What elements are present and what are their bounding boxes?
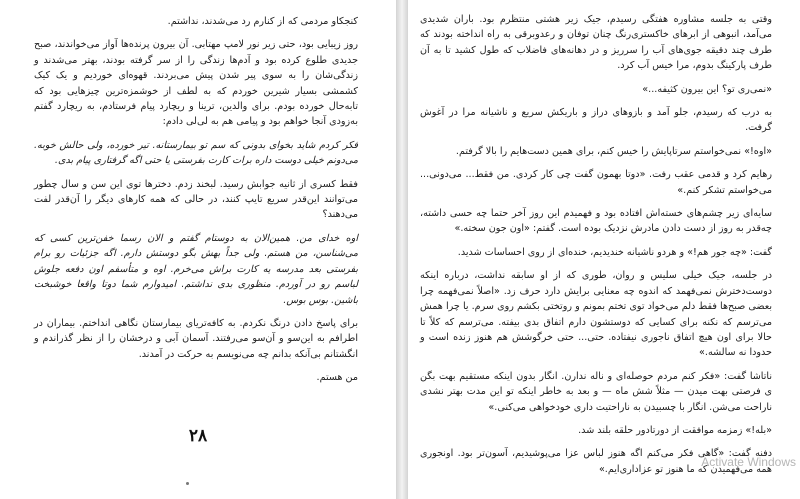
right-paragraph-3: به درب که رسیدم، جلو آمد و بازوهای دراز و باریکش سریع و ناشیانه مرا در آغوش گرفت. <box>420 107 772 134</box>
right-page-text <box>420 12 772 485</box>
right-paragraph-5: رهایم کرد و قدمی عقب رفت. «دوتا بهمون گفت چی کار کردی. من فقط... می‌دونی... می‌خواستم تشکر کنم.» <box>420 169 772 196</box>
right-paragraph-8: در جلسه، جیک خیلی سلیس و روان، طوری که از او سابقه نداشت، درباره اینکه دوست‌دخترش نمی‌فهمد که اندوه چه معنایی برایش دارد حرف زد. «اصلاً نمی‌فهمه چرا بعضی صبح‌ها فقط دلم می‌خواد توی تختم بمونم و روتختی بکشم روی سرم. یا چرا همش می‌ترسم که نکنه برای کسایی که دوستشون دارم اتفاق بدی بیفته. می‌ترسم که کلاً تا حالا برای اون هیچ اتفاق ناجوری نیفتاده. حتی... حتی خرگوشش هم هنوز زنده است و حدودا نه سالشه.» <box>420 270 772 359</box>
left-page-text <box>34 14 358 394</box>
right-paragraph-6: سایه‌ای زیر چشم‌های خسته‌اش افتاده بود و فهمیدم این روز آخر حتما چه حسی داشته، چه‌قدر به روز از دست دادن مادرش نزدیک بوده است. گفتم: «اون جون سخته.» <box>420 208 772 235</box>
right-paragraph-7: گفت: «چه جور هم!» و هردو ناشیانه خندیدیم، خنده‌ای از روی احساسات شدید. <box>457 246 772 258</box>
left-paragraph-3-italic: فکر کردم شاید بخوای بدونی که سم تو بیمارستانه. تیر خورده، ولی حالش خوبه. می‌دونم خیلی دوست داره برات کارت بفرستی یا حتی اگه گرفتاری پیام بدی. <box>34 139 358 167</box>
right-paragraph-11: دفنه گفت: «گاهی فکر می‌کنم اگه هنوز لباس عزا می‌پوشیدیم، آسون‌تر بود. اونجوری همه می‌فهمیدن که ما هنوز تو عزاداری‌ایم.» <box>420 448 772 475</box>
page-mark-dot <box>186 482 189 485</box>
book-spine <box>396 0 408 499</box>
left-paragraph-6: برای پاسخ دادن درنگ نکردم. به کافه‌تریای بیمارستان نگاهی انداختم. بیماران در اطرافم به این‌سو و آن‌سو می‌رفتند. آسمان آبی و درخشان را از نظر گذراندم و انگشتانم بی‌آنکه بدانم چه می‌نویسم به حرکت در آمدند. <box>34 317 358 360</box>
right-paragraph-4: «اوه!» نمی‌خواستم سرتاپایش را خیس کنم، برای همین دست‌هایم را بالا گرفتم. <box>455 145 772 157</box>
activate-windows-watermark: Activate Windows <box>701 455 796 469</box>
left-page <box>0 0 396 499</box>
left-paragraph-1: کنجکاو مردمی که از کنارم رد می‌شدند، نداشتم. <box>167 16 358 27</box>
left-paragraph-7: من هستم. <box>316 372 358 384</box>
left-paragraph-5-italic: اوه خدای من. همین‌الان به دوستام گفتم و الان رسما خفن‌ترین کسی که می‌شناسن، من هستم. ولی جداً بهش بگو دوستش دارم. اگه جزئیات رو برام بفرستی بعد مدرسه یه کارت براش می‌خرم. اوه و متأسفم اون دفعه جلوش لباسم رو در آوردم. منظوری بدی نداشتم. امیدوارم شما دوتا واقعا خوشبخت باشین. بوس بوس. <box>34 232 358 306</box>
right-paragraph-10: «بله!» زمزمه موافقت از دورتادور حلقه بلند شد. <box>578 424 772 436</box>
right-paragraph-2: «نمی‌ری تو؟ این بیرون کثیفه...» <box>642 83 772 95</box>
right-paragraph-1: وقتی به جلسه مشاوره هفتگی رسیدم، جیک زیر هشتی منتظرم بود. باران شدیدی می‌آمد، انبوهی از ابرهای خاکستری‌رنگ چنان توفان و رعدوبرقی به راه انداخته بودند که طرف چند دقیقه جوی‌های آب را سرریز و در دهانه‌های فاضلاب که طول کشید تا به آن طرف پارکینگ بدوم، مرا خیس آب کرد. <box>420 14 772 72</box>
right-paragraph-9: ناتاشا گفت: «فکر کنم مردم حوصله‌ای و ناله ندارن. انگار بدون اینکه مستقیم بهت بگن ی فرصتی بهت میدن — مثلاً شش ماه — و بعد به خاطر اینکه تو این مدت بهتر نشدی ناراحت می‌شن. انگار با چسبیدن به ناراحتیت داری خودخواهی می‌کنی.» <box>420 370 772 413</box>
left-paragraph-4: فقط کسری از ثانیه جوابش رسید. لبخند زدم. دخترها توی این سن و سال چطور می‌توانند این‌قدر سریع تایپ کنند، در حالی که همه کارهای دیگر را آن‌قدر لفت می‌دهند؟ <box>34 178 358 221</box>
left-paragraph-2: روز زیبایی بود، حتی زیر نور لامپ مهتابی. آن بیرون پرنده‌ها آواز می‌خواندند، صبح جدیدی طلوع کرده بود و آدم‌ها زندگی را از سر گرفته بودند، بهتر می‌شدند و زندگی‌شان را به سوی پیر شدن پیش می‌بردند. قهوه‌ای خوردیم و یک کیک کشمشی بسیار شیرین خوردم که به لطف از خوشمزه‌ترین چیزهایی بود که تابه‌حال خورده بودم. برای والدین، ترینا و ریچارد پیام فرستادم، به ریچارد گفتم به‌زودی آنجا خواهم بود و پیامی هم به لی‌لی دادم: <box>34 39 358 128</box>
page-number: ۲۸ <box>188 426 208 446</box>
right-page <box>408 0 800 499</box>
